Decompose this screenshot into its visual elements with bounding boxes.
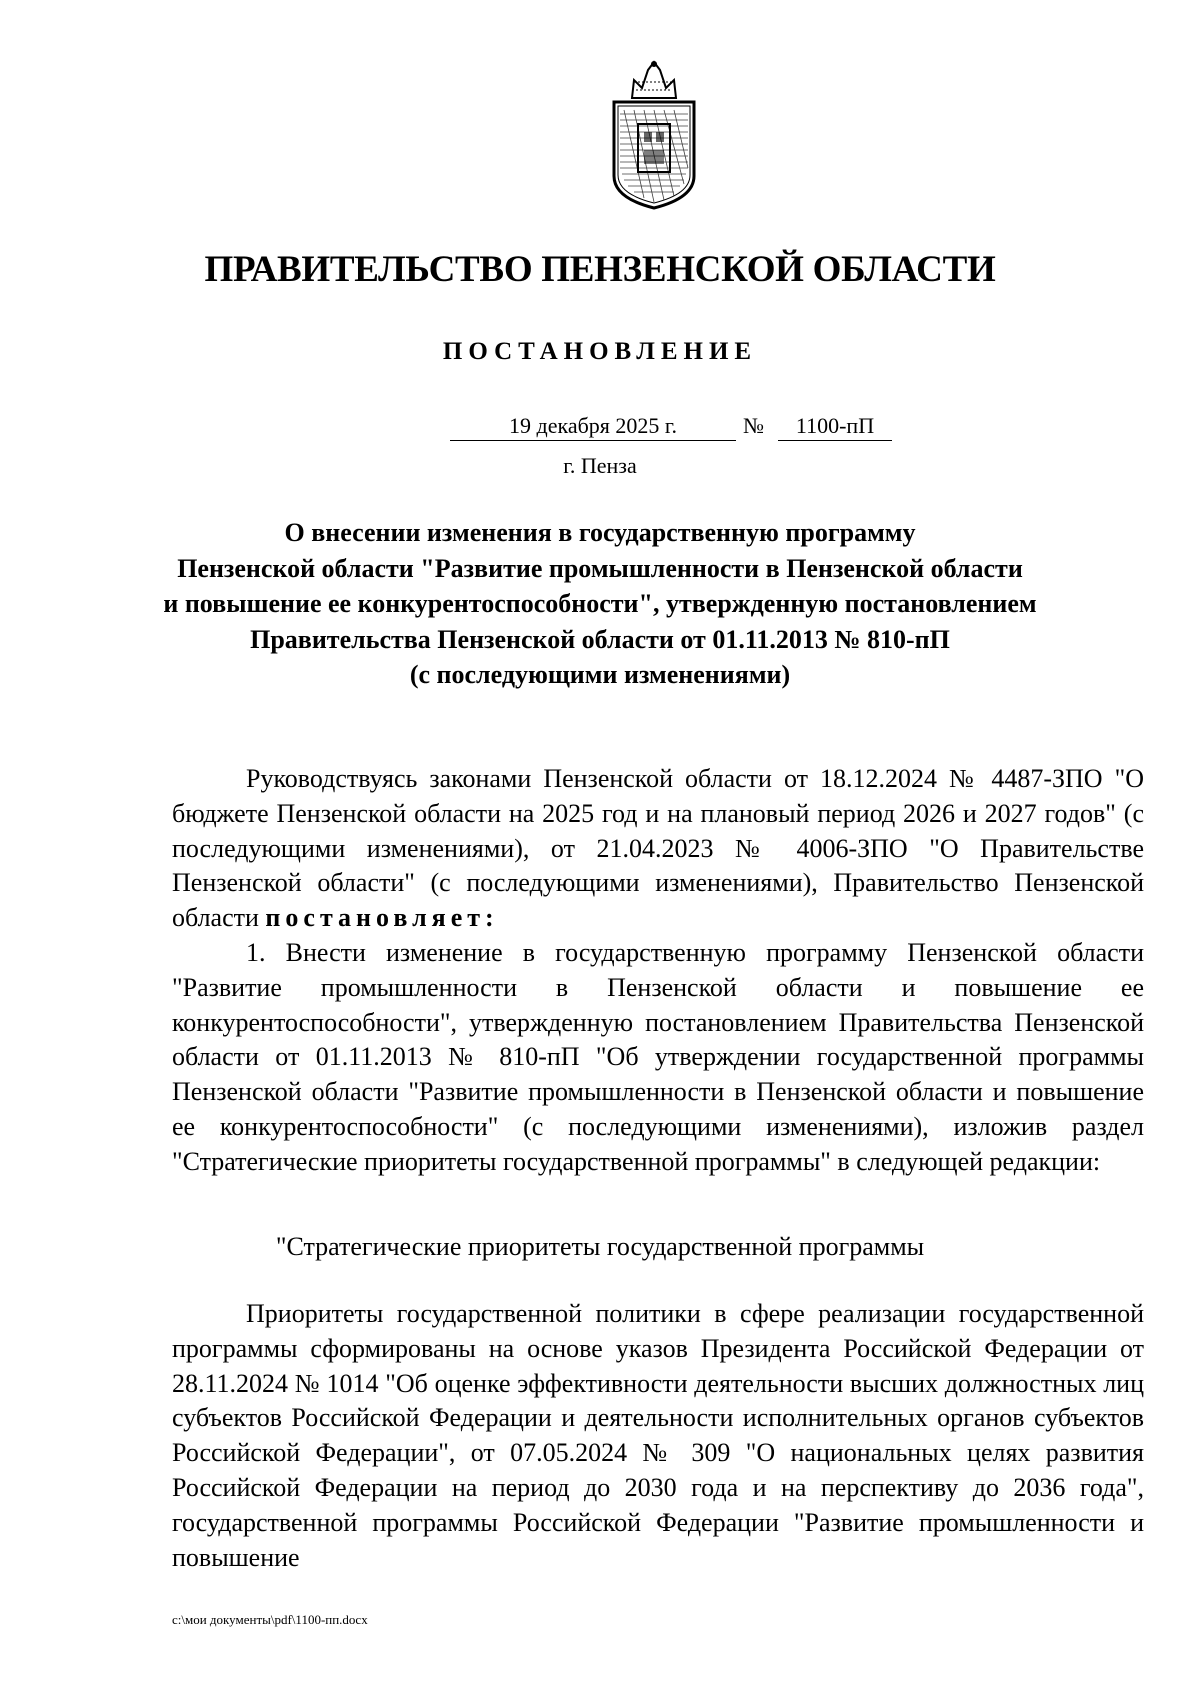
footer-file-path: c:\мои документы\pdf\1100-пп.docx [172, 1612, 368, 1627]
preamble-text: Руководствуясь законами Пензенской области от 18.12.2024 № 4487-ЗПО "О бюджете Пензенской области на 2025 год и на плановый период 2026 и 2027 годов" (с последующими изменениями), от 21.04.2023 № 4006-ЗПО "О Правительстве Пензенской области" (с последующими изменениями), Правительство Пензенской области [172, 764, 1144, 933]
section-title: "Стратегические приоритеты государственной программы [275, 1232, 925, 1261]
heading-line: (с последующими изменениями) [409, 660, 791, 689]
preamble-paragraph [172, 762, 1144, 936]
heading-line: и повышение ее конкурентоспособности", утвержденную постановлением [163, 589, 1037, 618]
document-number: 1100-пП [778, 412, 892, 441]
organization-title: ПРАВИТЕЛЬСТВО ПЕНЗЕНСКОЙ ОБЛАСТИ [204, 249, 996, 290]
heading-line: Пензенской области "Развитие промышленности в Пензенской области [177, 553, 1023, 583]
heading-line: Правительства Пензенской области от 01.11.2013 № 810-пП [250, 624, 950, 654]
coat-of-arms-icon [604, 58, 704, 210]
document-heading [100, 515, 1100, 693]
main-body [172, 762, 1144, 1180]
priorities-body [172, 1297, 1144, 1575]
city: г. Пенза [563, 453, 637, 478]
number-sign: № [743, 413, 764, 438]
document-type: ПОСТАНОВЛЕНИЕ [442, 338, 758, 365]
decree-word: постановляет: [265, 903, 499, 933]
priorities-paragraph: Приоритеты государственной политики в сфере реализации государственной программы сформированы на основе указов Президента Российской Федерации от 28.11.2024 № 1014 "Об оценке эффективности деятельности высших должностных лиц субъектов Российской Федерации и деятельности исполнительных органов субъектов Российской Федерации", от 07.05.2024 № 309 "О национальных целях развития Российской Федерации на период до 2030 года и на перспективу до 2036 года", государственной программы Российской Федерации "Развитие промышленности и повышение [172, 1299, 1144, 1572]
document-date: 19 декабря 2025 г. [450, 412, 736, 441]
item-1-paragraph: 1. Внести изменение в государственную программу Пензенской области "Развитие промышленности в Пензенской области и повышение ее конкурентоспособности", утвержденную постановлением Правительства Пензенской области от 01.11.2013 № 810-пП "Об утверждении государственной программы Пензенской области "Развитие промышленности в Пензенской области и повышение ее конкурентоспособности" (с последующими изменениями), изложив раздел "Стратегические приоритеты государственной программы" в следующей редакции: [172, 937, 1144, 1176]
heading-line: О внесении изменения в государственную программу [284, 518, 916, 547]
